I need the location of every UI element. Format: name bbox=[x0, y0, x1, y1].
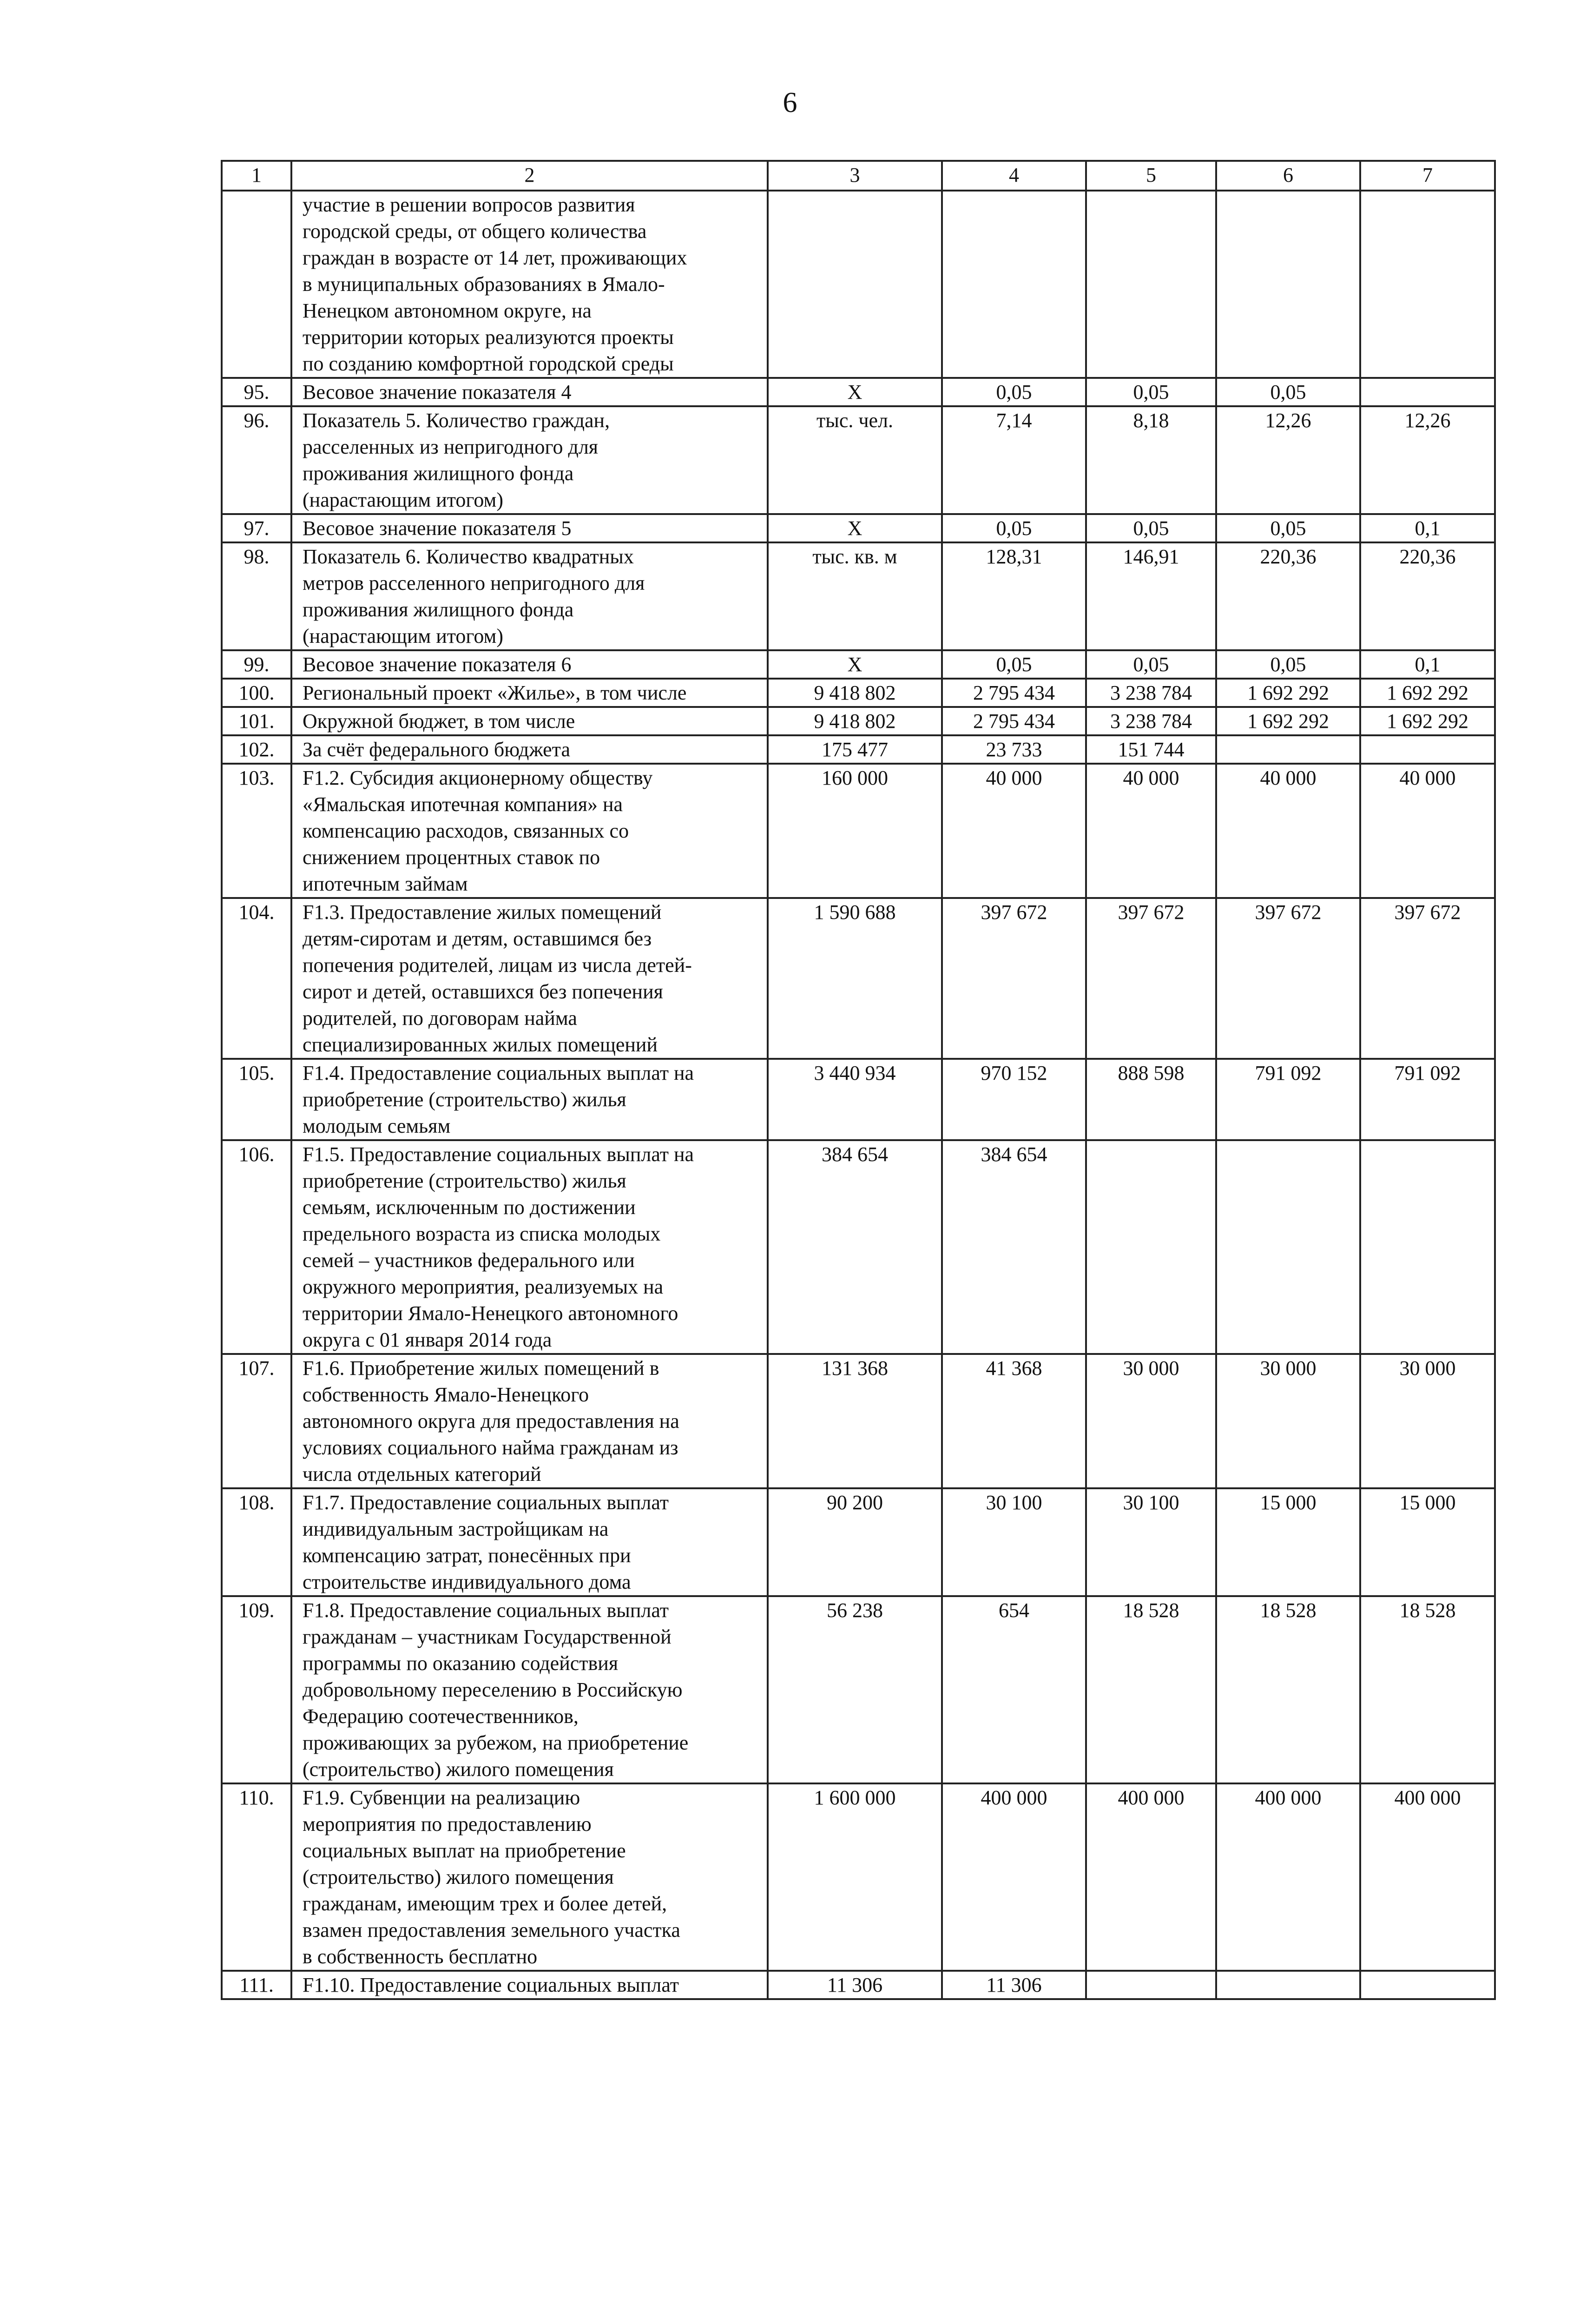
value-cell-col7: 400 000 bbox=[1360, 1783, 1495, 1971]
value-cell-col5: 30 000 bbox=[1086, 1354, 1216, 1488]
row-description bbox=[291, 1783, 768, 1971]
description-line: молодым семьям bbox=[303, 1115, 451, 1137]
description-line: строительстве индивидуального дома bbox=[303, 1571, 631, 1593]
value-cell-col5: 0,05 bbox=[1086, 514, 1216, 542]
description-line: F1.3. Предоставление жилых помещений bbox=[303, 901, 662, 924]
description-line: добровольному переселению в Российскую bbox=[303, 1678, 683, 1701]
value-cell-col5 bbox=[1086, 1140, 1216, 1354]
description-line: F1.8. Предоставление социальных выплат bbox=[303, 1599, 669, 1622]
table-row bbox=[222, 1140, 1495, 1354]
value-cell-col7: 397 672 bbox=[1360, 898, 1495, 1059]
row-number: 109. bbox=[222, 1596, 291, 1783]
row-description bbox=[291, 514, 768, 542]
description-line: F1.6. Приобретение жилых помещений в bbox=[303, 1357, 659, 1380]
description-line: (нарастающим итогом) bbox=[303, 489, 504, 511]
value-cell-col4: 0,05 bbox=[942, 650, 1086, 679]
value-cell-col3: Х bbox=[768, 378, 942, 406]
table-row bbox=[222, 679, 1495, 707]
table-row bbox=[222, 735, 1495, 764]
description-line: компенсацию расходов, связанных со bbox=[303, 819, 629, 842]
value-cell-col3: 160 000 bbox=[768, 764, 942, 898]
description-line: специализированных жилых помещений bbox=[303, 1033, 658, 1056]
row-number: 100. bbox=[222, 679, 291, 707]
value-cell-col7: 12,26 bbox=[1360, 406, 1495, 514]
description-line: территории которых реализуются проекты bbox=[303, 326, 674, 349]
row-number: 107. bbox=[222, 1354, 291, 1488]
value-cell-col6: 12,26 bbox=[1216, 406, 1360, 514]
column-header: 3 bbox=[768, 161, 942, 191]
table-row bbox=[222, 650, 1495, 679]
row-number: 103. bbox=[222, 764, 291, 898]
value-cell-col6 bbox=[1216, 191, 1360, 378]
value-cell-col3: Х bbox=[768, 650, 942, 679]
value-cell-col7: 18 528 bbox=[1360, 1596, 1495, 1783]
row-number: 102. bbox=[222, 735, 291, 764]
value-cell-col6: 0,05 bbox=[1216, 378, 1360, 406]
description-line: по созданию комфортной городской среды bbox=[303, 352, 674, 375]
value-cell-col7: 1 692 292 bbox=[1360, 679, 1495, 707]
table-row bbox=[222, 898, 1495, 1059]
table-row bbox=[222, 514, 1495, 542]
value-cell-col4: 2 795 434 bbox=[942, 679, 1086, 707]
budget-table bbox=[221, 160, 1496, 2000]
row-number: 108. bbox=[222, 1488, 291, 1596]
value-cell-col5: 3 238 784 bbox=[1086, 679, 1216, 707]
description-line: программы по оказанию содействия bbox=[303, 1652, 619, 1675]
table-row bbox=[222, 406, 1495, 514]
value-cell-col4: 0,05 bbox=[942, 514, 1086, 542]
description-line: попечения родителей, лицам из числа детей- bbox=[303, 954, 692, 977]
value-cell-col5: 40 000 bbox=[1086, 764, 1216, 898]
description-line: (нарастающим итогом) bbox=[303, 625, 504, 647]
description-line: F1.2. Субсидия акционерному обществу bbox=[303, 766, 653, 789]
value-cell-col5 bbox=[1086, 191, 1216, 378]
description-line: Окружной бюджет, в том числе bbox=[303, 710, 575, 733]
row-number bbox=[222, 191, 291, 378]
column-header: 4 bbox=[942, 161, 1086, 191]
value-cell-col6: 1 692 292 bbox=[1216, 707, 1360, 735]
table-header-row bbox=[222, 161, 1495, 191]
row-number: 101. bbox=[222, 707, 291, 735]
description-line: Показатель 6. Количество квадратных bbox=[303, 545, 634, 568]
description-line: За счёт федерального бюджета bbox=[303, 738, 570, 761]
row-description bbox=[291, 406, 768, 514]
value-cell-col4: 0,05 bbox=[942, 378, 1086, 406]
value-cell-col7 bbox=[1360, 378, 1495, 406]
value-cell-col6 bbox=[1216, 1140, 1360, 1354]
value-cell-col5 bbox=[1086, 1971, 1216, 1999]
description-line: детям-сиротам и детям, оставшимся без bbox=[303, 927, 652, 950]
row-description bbox=[291, 1971, 768, 1999]
value-cell-col4: 654 bbox=[942, 1596, 1086, 1783]
description-line: условиях социального найма гражданам из bbox=[303, 1436, 678, 1459]
row-number: 98. bbox=[222, 542, 291, 650]
description-line: семей – участников федерального или bbox=[303, 1249, 635, 1272]
description-line: в муниципальных образованиях в Ямало- bbox=[303, 273, 665, 296]
description-line: социальных выплат на приобретение bbox=[303, 1839, 626, 1862]
table-row bbox=[222, 1488, 1495, 1596]
table-row bbox=[222, 1354, 1495, 1488]
row-description bbox=[291, 542, 768, 650]
row-description bbox=[291, 191, 768, 378]
table-row bbox=[222, 1783, 1495, 1971]
column-header: 1 bbox=[222, 161, 291, 191]
value-cell-col3: тыс. чел. bbox=[768, 406, 942, 514]
value-cell-col4: 384 654 bbox=[942, 1140, 1086, 1354]
value-cell-col4: 397 672 bbox=[942, 898, 1086, 1059]
description-line: F1.10. Предоставление социальных выплат bbox=[303, 1974, 679, 1996]
description-line: Региональный проект «Жилье», в том числе bbox=[303, 681, 687, 704]
description-line: сирот и детей, оставшихся без попечения bbox=[303, 980, 663, 1003]
description-line: проживания жилищного фонда bbox=[303, 462, 574, 485]
row-description bbox=[291, 1059, 768, 1140]
description-line: территории Ямало-Ненецкого автономного bbox=[303, 1302, 678, 1325]
value-cell-col5: 397 672 bbox=[1086, 898, 1216, 1059]
description-line: городской среды, от общего количества bbox=[303, 220, 647, 243]
description-line: собственность Ямало-Ненецкого bbox=[303, 1383, 589, 1406]
description-line: снижением процентных ставок по bbox=[303, 846, 600, 869]
table-row bbox=[222, 1971, 1495, 1999]
row-description bbox=[291, 650, 768, 679]
description-line: в собственность бесплатно bbox=[303, 1945, 538, 1968]
column-header: 7 bbox=[1360, 161, 1495, 191]
table-row bbox=[222, 1059, 1495, 1140]
table-row bbox=[222, 191, 1495, 378]
description-line: семьям, исключенным по достижении bbox=[303, 1196, 636, 1219]
row-description bbox=[291, 679, 768, 707]
description-line: участие в решении вопросов развития bbox=[303, 193, 635, 216]
value-cell-col7: 1 692 292 bbox=[1360, 707, 1495, 735]
description-line: округа с 01 января 2014 года bbox=[303, 1328, 552, 1351]
value-cell-col5: 151 744 bbox=[1086, 735, 1216, 764]
value-cell-col5: 0,05 bbox=[1086, 378, 1216, 406]
value-cell-col5: 8,18 bbox=[1086, 406, 1216, 514]
row-description bbox=[291, 764, 768, 898]
value-cell-col5: 400 000 bbox=[1086, 1783, 1216, 1971]
value-cell-col4: 2 795 434 bbox=[942, 707, 1086, 735]
description-line: F1.7. Предоставление социальных выплат bbox=[303, 1491, 669, 1514]
value-cell-col6: 0,05 bbox=[1216, 514, 1360, 542]
value-cell-col7 bbox=[1360, 735, 1495, 764]
value-cell-col7: 220,36 bbox=[1360, 542, 1495, 650]
value-cell-col5: 146,91 bbox=[1086, 542, 1216, 650]
value-cell-col7: 791 092 bbox=[1360, 1059, 1495, 1140]
description-line: приобретение (строительство) жилья bbox=[303, 1088, 626, 1111]
value-cell-col6: 400 000 bbox=[1216, 1783, 1360, 1971]
description-line: автономного округа для предоставления на bbox=[303, 1410, 679, 1433]
row-description bbox=[291, 378, 768, 406]
value-cell-col3: 90 200 bbox=[768, 1488, 942, 1596]
value-cell-col7: 30 000 bbox=[1360, 1354, 1495, 1488]
description-line: метров расселенного непригодного для bbox=[303, 572, 645, 594]
row-number: 97. bbox=[222, 514, 291, 542]
description-line: расселенных из непригодного для bbox=[303, 436, 599, 458]
row-description bbox=[291, 1354, 768, 1488]
description-line: проживания жилищного фонда bbox=[303, 598, 574, 621]
row-number: 96. bbox=[222, 406, 291, 514]
column-header: 6 bbox=[1216, 161, 1360, 191]
description-line: Ненецком автономном округе, на bbox=[303, 299, 592, 322]
value-cell-col5: 888 598 bbox=[1086, 1059, 1216, 1140]
value-cell-col6: 0,05 bbox=[1216, 650, 1360, 679]
description-line: предельного возраста из списка молодых bbox=[303, 1222, 661, 1245]
table-body bbox=[222, 161, 1495, 1999]
value-cell-col4: 40 000 bbox=[942, 764, 1086, 898]
value-cell-col4: 400 000 bbox=[942, 1783, 1086, 1971]
value-cell-col6 bbox=[1216, 1971, 1360, 1999]
value-cell-col6: 1 692 292 bbox=[1216, 679, 1360, 707]
row-number: 106. bbox=[222, 1140, 291, 1354]
description-line: мероприятия по предоставлению bbox=[303, 1813, 592, 1835]
value-cell-col3: 9 418 802 bbox=[768, 707, 942, 735]
row-description bbox=[291, 707, 768, 735]
value-cell-col6: 220,36 bbox=[1216, 542, 1360, 650]
description-line: Весовое значение показателя 6 bbox=[303, 653, 572, 676]
row-number: 99. bbox=[222, 650, 291, 679]
row-description bbox=[291, 898, 768, 1059]
value-cell-col4: 11 306 bbox=[942, 1971, 1086, 1999]
value-cell-col4: 41 368 bbox=[942, 1354, 1086, 1488]
value-cell-col4: 128,31 bbox=[942, 542, 1086, 650]
value-cell-col3 bbox=[768, 191, 942, 378]
description-line: «Ямальская ипотечная компания» на bbox=[303, 793, 623, 816]
value-cell-col7 bbox=[1360, 1971, 1495, 1999]
description-line: окружного мероприятия, реализуемых на bbox=[303, 1275, 664, 1298]
description-line: Федерацию соотечественников, bbox=[303, 1705, 579, 1728]
value-cell-col7: 0,1 bbox=[1360, 514, 1495, 542]
description-line: числа отдельных категорий bbox=[303, 1463, 541, 1486]
description-line: гражданам, имеющим трех и более детей, bbox=[303, 1892, 667, 1915]
value-cell-col4: 30 100 bbox=[942, 1488, 1086, 1596]
value-cell-col4: 970 152 bbox=[942, 1059, 1086, 1140]
value-cell-col3: 1 600 000 bbox=[768, 1783, 942, 1971]
value-cell-col7 bbox=[1360, 191, 1495, 378]
row-number: 105. bbox=[222, 1059, 291, 1140]
page-number: 6 bbox=[783, 87, 797, 119]
row-number: 111. bbox=[222, 1971, 291, 1999]
row-description bbox=[291, 1488, 768, 1596]
value-cell-col4: 7,14 bbox=[942, 406, 1086, 514]
description-line: индивидуальным застройщикам на bbox=[303, 1518, 609, 1540]
description-line: F1.5. Предоставление социальных выплат на bbox=[303, 1143, 694, 1166]
description-line: компенсацию затрат, понесённых при bbox=[303, 1544, 631, 1567]
value-cell-col3: 56 238 bbox=[768, 1596, 942, 1783]
value-cell-col3: 131 368 bbox=[768, 1354, 942, 1488]
table-row bbox=[222, 707, 1495, 735]
row-description bbox=[291, 1596, 768, 1783]
value-cell-col3: Х bbox=[768, 514, 942, 542]
table-row bbox=[222, 1596, 1495, 1783]
value-cell-col5: 3 238 784 bbox=[1086, 707, 1216, 735]
value-cell-col3: 1 590 688 bbox=[768, 898, 942, 1059]
description-line: гражданам – участникам Государственной bbox=[303, 1625, 672, 1648]
value-cell-col5: 0,05 bbox=[1086, 650, 1216, 679]
table-row bbox=[222, 542, 1495, 650]
description-line: граждан в возрасте от 14 лет, проживающих bbox=[303, 246, 687, 269]
description-line: F1.9. Субвенции на реализацию bbox=[303, 1786, 580, 1809]
value-cell-col5: 18 528 bbox=[1086, 1596, 1216, 1783]
value-cell-col3: 11 306 bbox=[768, 1971, 942, 1999]
table-row bbox=[222, 764, 1495, 898]
value-cell-col7: 15 000 bbox=[1360, 1488, 1495, 1596]
description-line: родителей, по договорам найма bbox=[303, 1007, 577, 1030]
value-cell-col7: 0,1 bbox=[1360, 650, 1495, 679]
value-cell-col3: 3 440 934 bbox=[768, 1059, 942, 1140]
value-cell-col7 bbox=[1360, 1140, 1495, 1354]
value-cell-col6: 40 000 bbox=[1216, 764, 1360, 898]
value-cell-col6 bbox=[1216, 735, 1360, 764]
value-cell-col5: 30 100 bbox=[1086, 1488, 1216, 1596]
column-header: 5 bbox=[1086, 161, 1216, 191]
row-number: 95. bbox=[222, 378, 291, 406]
column-header: 2 bbox=[291, 161, 768, 191]
description-line: F1.4. Предоставление социальных выплат на bbox=[303, 1062, 694, 1084]
description-line: (строительство) жилого помещения bbox=[303, 1866, 614, 1888]
value-cell-col3: 384 654 bbox=[768, 1140, 942, 1354]
value-cell-col6: 791 092 bbox=[1216, 1059, 1360, 1140]
row-number: 104. bbox=[222, 898, 291, 1059]
table-row bbox=[222, 378, 1495, 406]
value-cell-col6: 18 528 bbox=[1216, 1596, 1360, 1783]
row-description bbox=[291, 1140, 768, 1354]
description-line: Весовое значение показателя 5 bbox=[303, 517, 572, 540]
row-description bbox=[291, 735, 768, 764]
description-line: проживающих за рубежом, на приобретение bbox=[303, 1731, 689, 1754]
description-line: приобретение (строительство) жилья bbox=[303, 1169, 626, 1192]
description-line: (строительство) жилого помещения bbox=[303, 1758, 614, 1781]
value-cell-col3: 175 477 bbox=[768, 735, 942, 764]
value-cell-col4: 23 733 bbox=[942, 735, 1086, 764]
row-number: 110. bbox=[222, 1783, 291, 1971]
value-cell-col3: 9 418 802 bbox=[768, 679, 942, 707]
value-cell-col6: 397 672 bbox=[1216, 898, 1360, 1059]
description-line: взамен предоставления земельного участка bbox=[303, 1919, 680, 1941]
value-cell-col3: тыс. кв. м bbox=[768, 542, 942, 650]
value-cell-col6: 15 000 bbox=[1216, 1488, 1360, 1596]
value-cell-col6: 30 000 bbox=[1216, 1354, 1360, 1488]
value-cell-col7: 40 000 bbox=[1360, 764, 1495, 898]
description-line: Весовое значение показателя 4 bbox=[303, 381, 572, 403]
value-cell-col4 bbox=[942, 191, 1086, 378]
description-line: ипотечным займам bbox=[303, 872, 468, 895]
description-line: Показатель 5. Количество граждан, bbox=[303, 409, 610, 432]
